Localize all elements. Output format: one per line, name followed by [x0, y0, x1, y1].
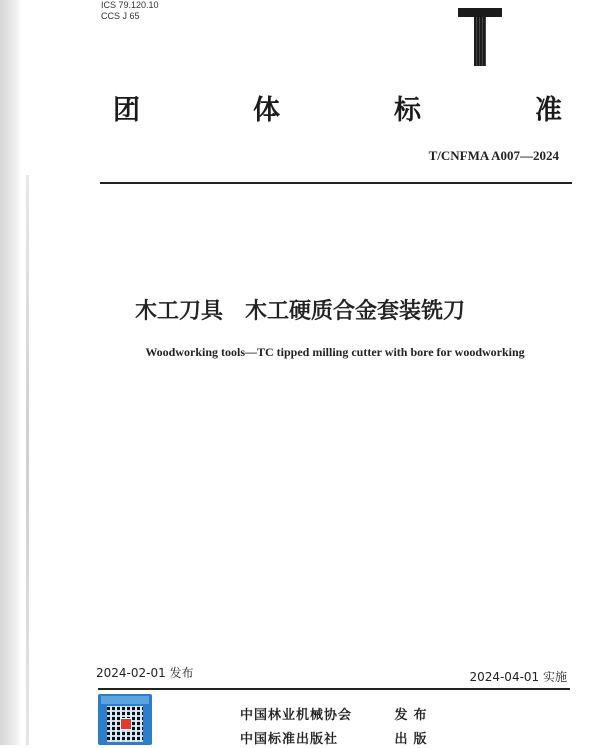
implement-date: 2024-04-01 实施 — [469, 670, 567, 684]
publisher-action: 发布 — [394, 708, 433, 723]
publisher-org: 中国林业机械协会 — [240, 708, 353, 723]
standard-code: T/CNFMA A007—2024 — [428, 148, 559, 163]
standard-type-char-3: 标 — [394, 95, 421, 126]
publisher-row-1 — [240, 704, 433, 724]
qr-code-badge[interactable] — [98, 694, 152, 745]
release-date: 2024-02-01 发布 — [96, 666, 194, 680]
footer-rule — [98, 688, 570, 690]
ccs-code: CCS J 65 — [101, 11, 140, 21]
standard-type-char-4: 准 — [535, 95, 562, 126]
category-letter-logo — [458, 8, 502, 66]
standard-type-char-2: 体 — [253, 95, 280, 126]
header-rule — [100, 182, 572, 184]
ics-code: ICS 79.120.10 — [101, 0, 159, 10]
publisher-action: 出版 — [394, 732, 433, 747]
document-title-zh: 木工刀具 木工硬质合金套装铣刀 — [134, 299, 465, 324]
document-title-en: Woodworking tools—TC tipped milling cutter with bore for woodworking — [145, 345, 525, 359]
scan-shadow — [0, 0, 22, 745]
publisher-org: 中国标准出版社 — [240, 732, 339, 747]
scan-edge-line — [26, 175, 29, 745]
publisher-row-2 — [240, 728, 433, 748]
classification-codes — [101, 0, 159, 22]
standard-type-char-1: 团 — [113, 95, 140, 126]
